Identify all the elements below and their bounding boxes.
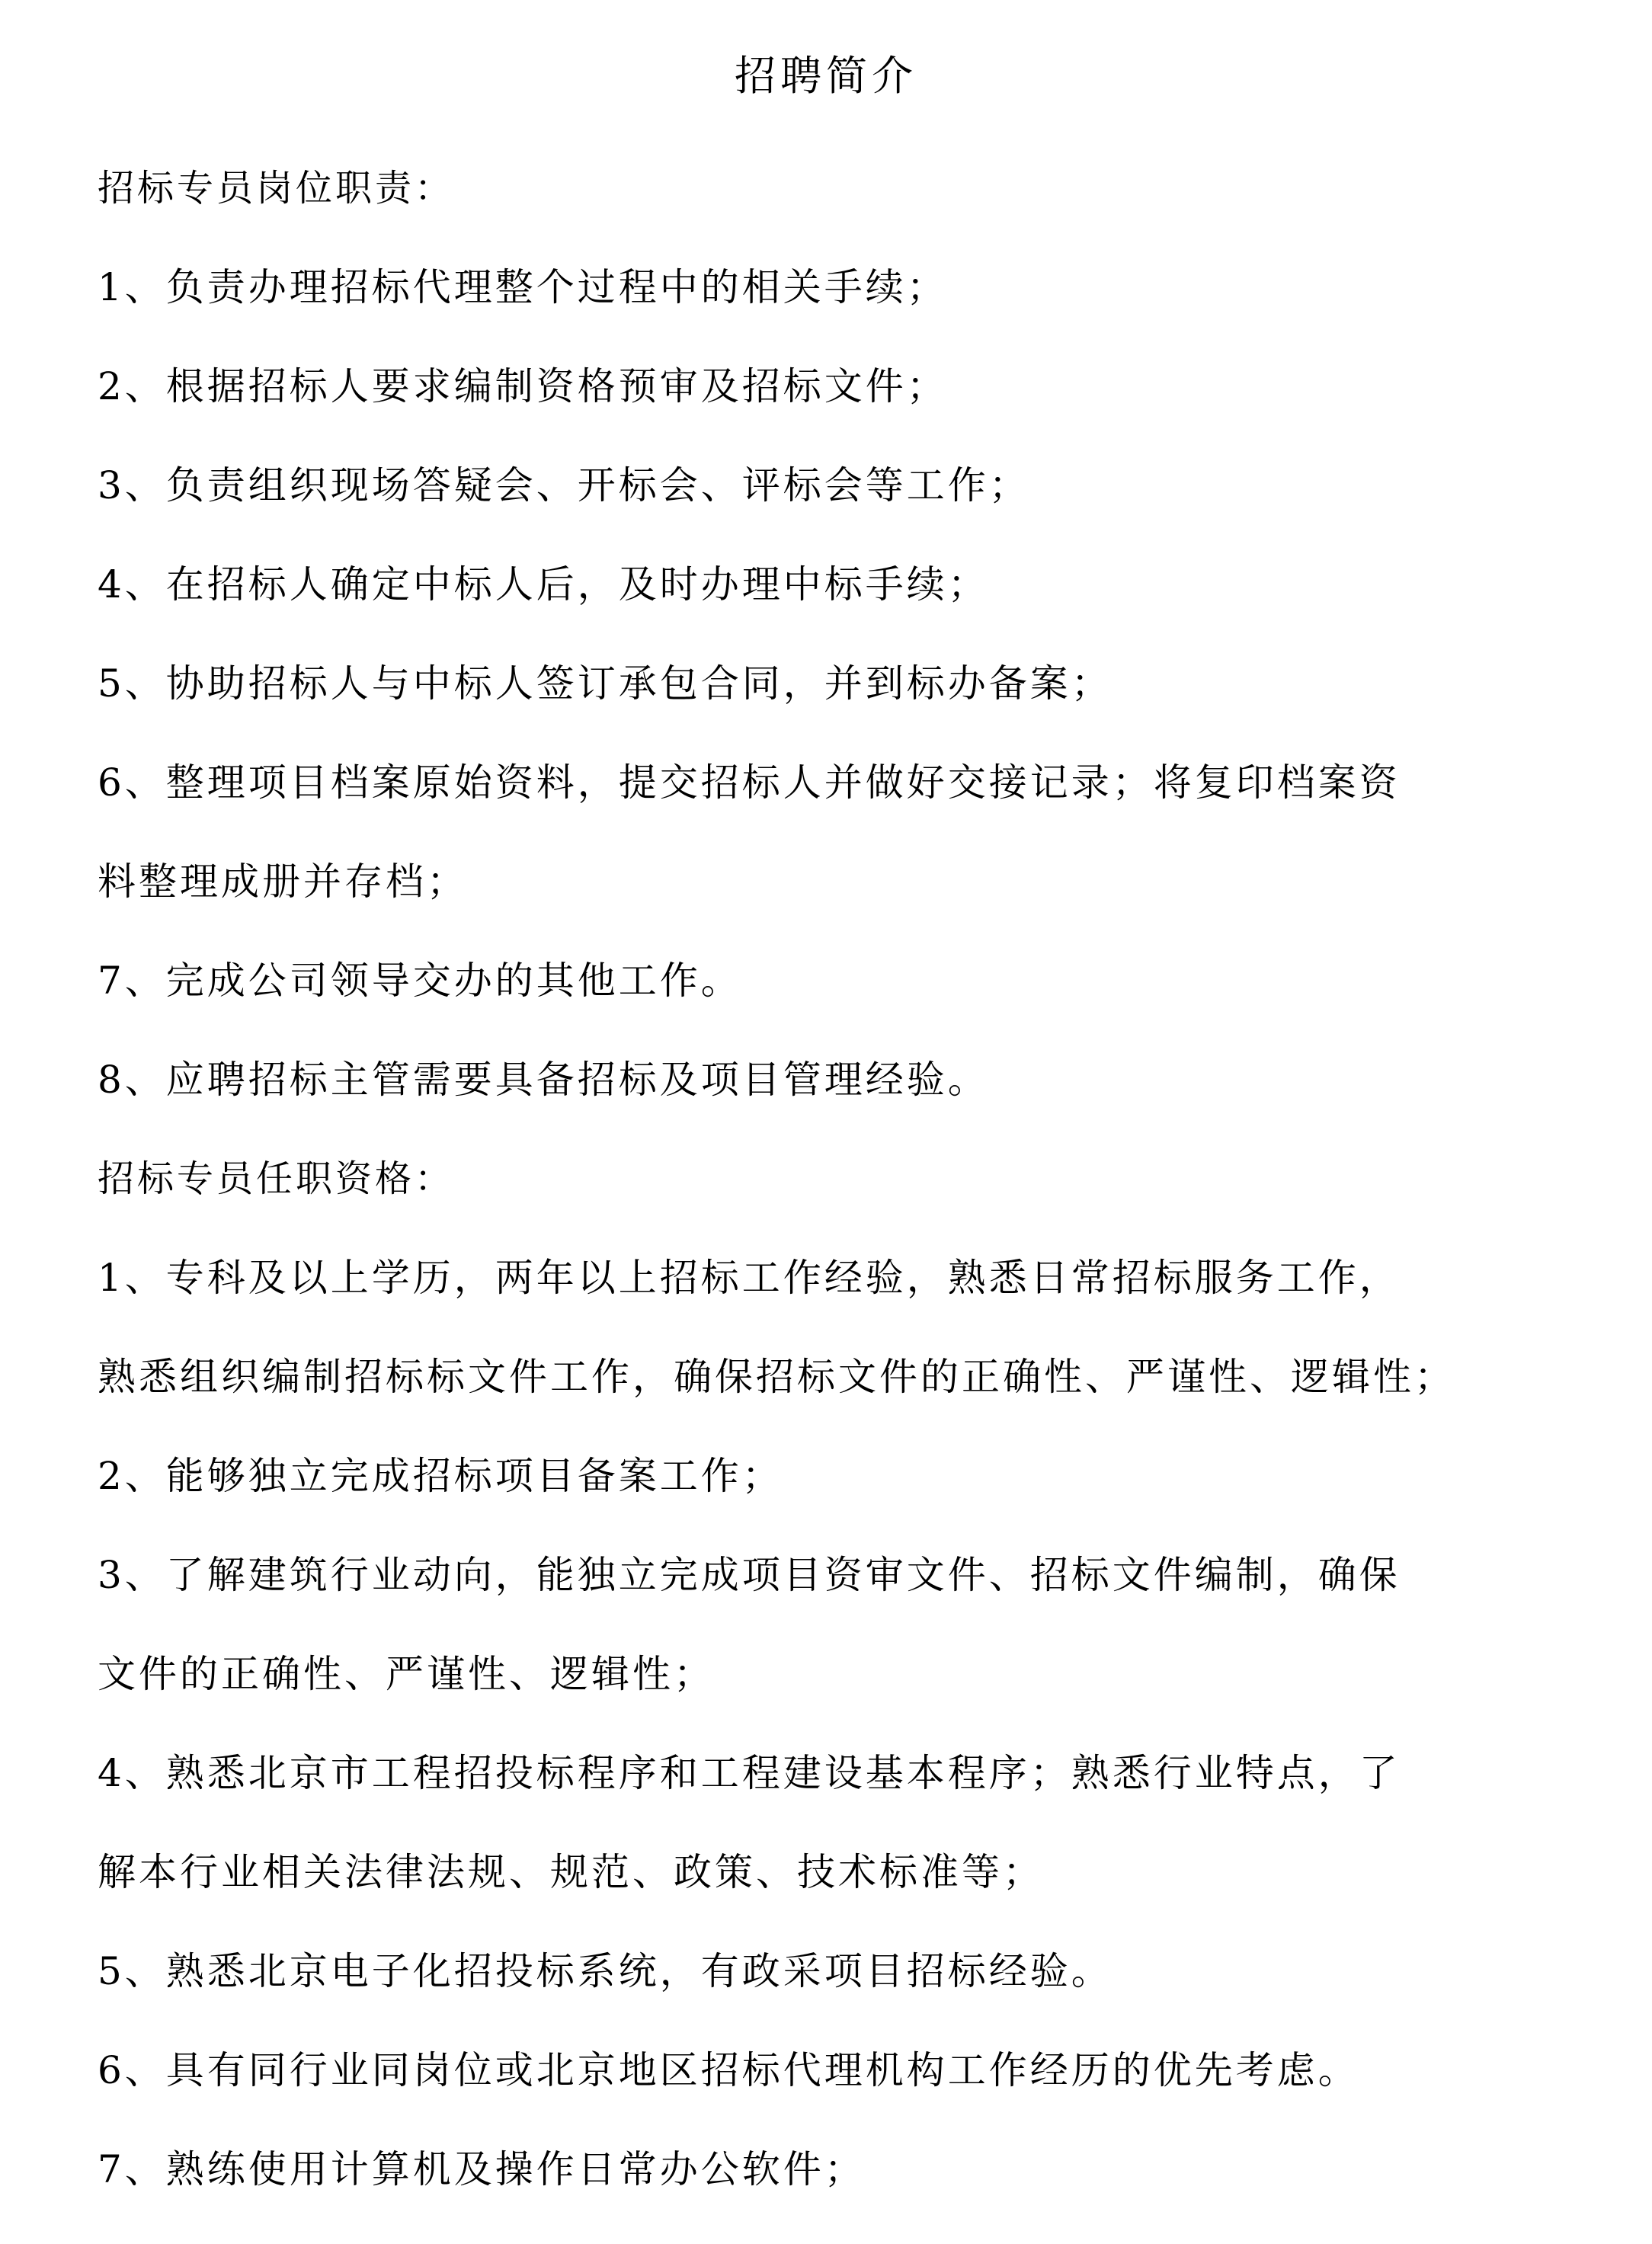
duty-line: 6、整理项目档案原始资料，提交招标人并做好交接记录；将复印档案资 (98, 760, 1401, 805)
duty-line: 7、完成公司领导交办的其他工作。 (98, 959, 742, 1003)
qualification-line: 1、专科及以上学历，两年以上招标工作经验，熟悉日常招标服务工作， (98, 1256, 1401, 1300)
qualification-line: 6、具有同行业同岗位或北京地区招标代理机构工作经历的优先考虑。 (98, 2048, 1359, 2092)
qualification-line: 熟悉组织编制招标标文件工作，确保招标文件的正确性、严谨性、逻辑性； (98, 1355, 1455, 1399)
qualification-line: 5、熟悉北京电子化招投标系统，有政采项目招标经验。 (98, 1949, 1113, 1993)
qualifications-heading: 招标专员任职资格： (98, 1157, 455, 1200)
qualification-line: 解本行业相关法律法规、规范、政策、技术标准等； (98, 1850, 1044, 1894)
qualification-line: 4、熟悉北京市工程招投标程序和工程建设基本程序；熟悉行业特点，了 (98, 1751, 1401, 1795)
duties-heading: 招标专员岗位职责： (98, 167, 455, 210)
document-title: 招聘简介 (735, 52, 917, 100)
qualification-line: 7、熟练使用计算机及操作日常办公软件； (98, 2147, 866, 2191)
duty-line: 4、在招标人确定中标人后，及时办理中标手续； (98, 562, 989, 607)
duty-line: 3、负责组织现场答疑会、开标会、评标会等工作； (98, 463, 1030, 507)
duty-line: 5、协助招标人与中标人签订承包合同，并到标办备案； (98, 661, 1113, 706)
qualification-line: 文件的正确性、严谨性、逻辑性； (98, 1652, 715, 1696)
qualification-line: 2、能够独立完成招标项目备案工作； (98, 1454, 783, 1498)
duty-line: 料整理成册并存档； (98, 860, 468, 904)
qualification-line: 3、了解建筑行业动向，能独立完成项目资审文件、招标文件编制，确保 (98, 1553, 1401, 1597)
duty-line: 2、根据招标人要求编制资格预审及招标文件； (98, 364, 948, 408)
duty-line: 8、应聘招标主管需要具备招标及项目管理经验。 (98, 1058, 989, 1102)
duty-line: 1、负责办理招标代理整个过程中的相关手续； (98, 265, 948, 309)
